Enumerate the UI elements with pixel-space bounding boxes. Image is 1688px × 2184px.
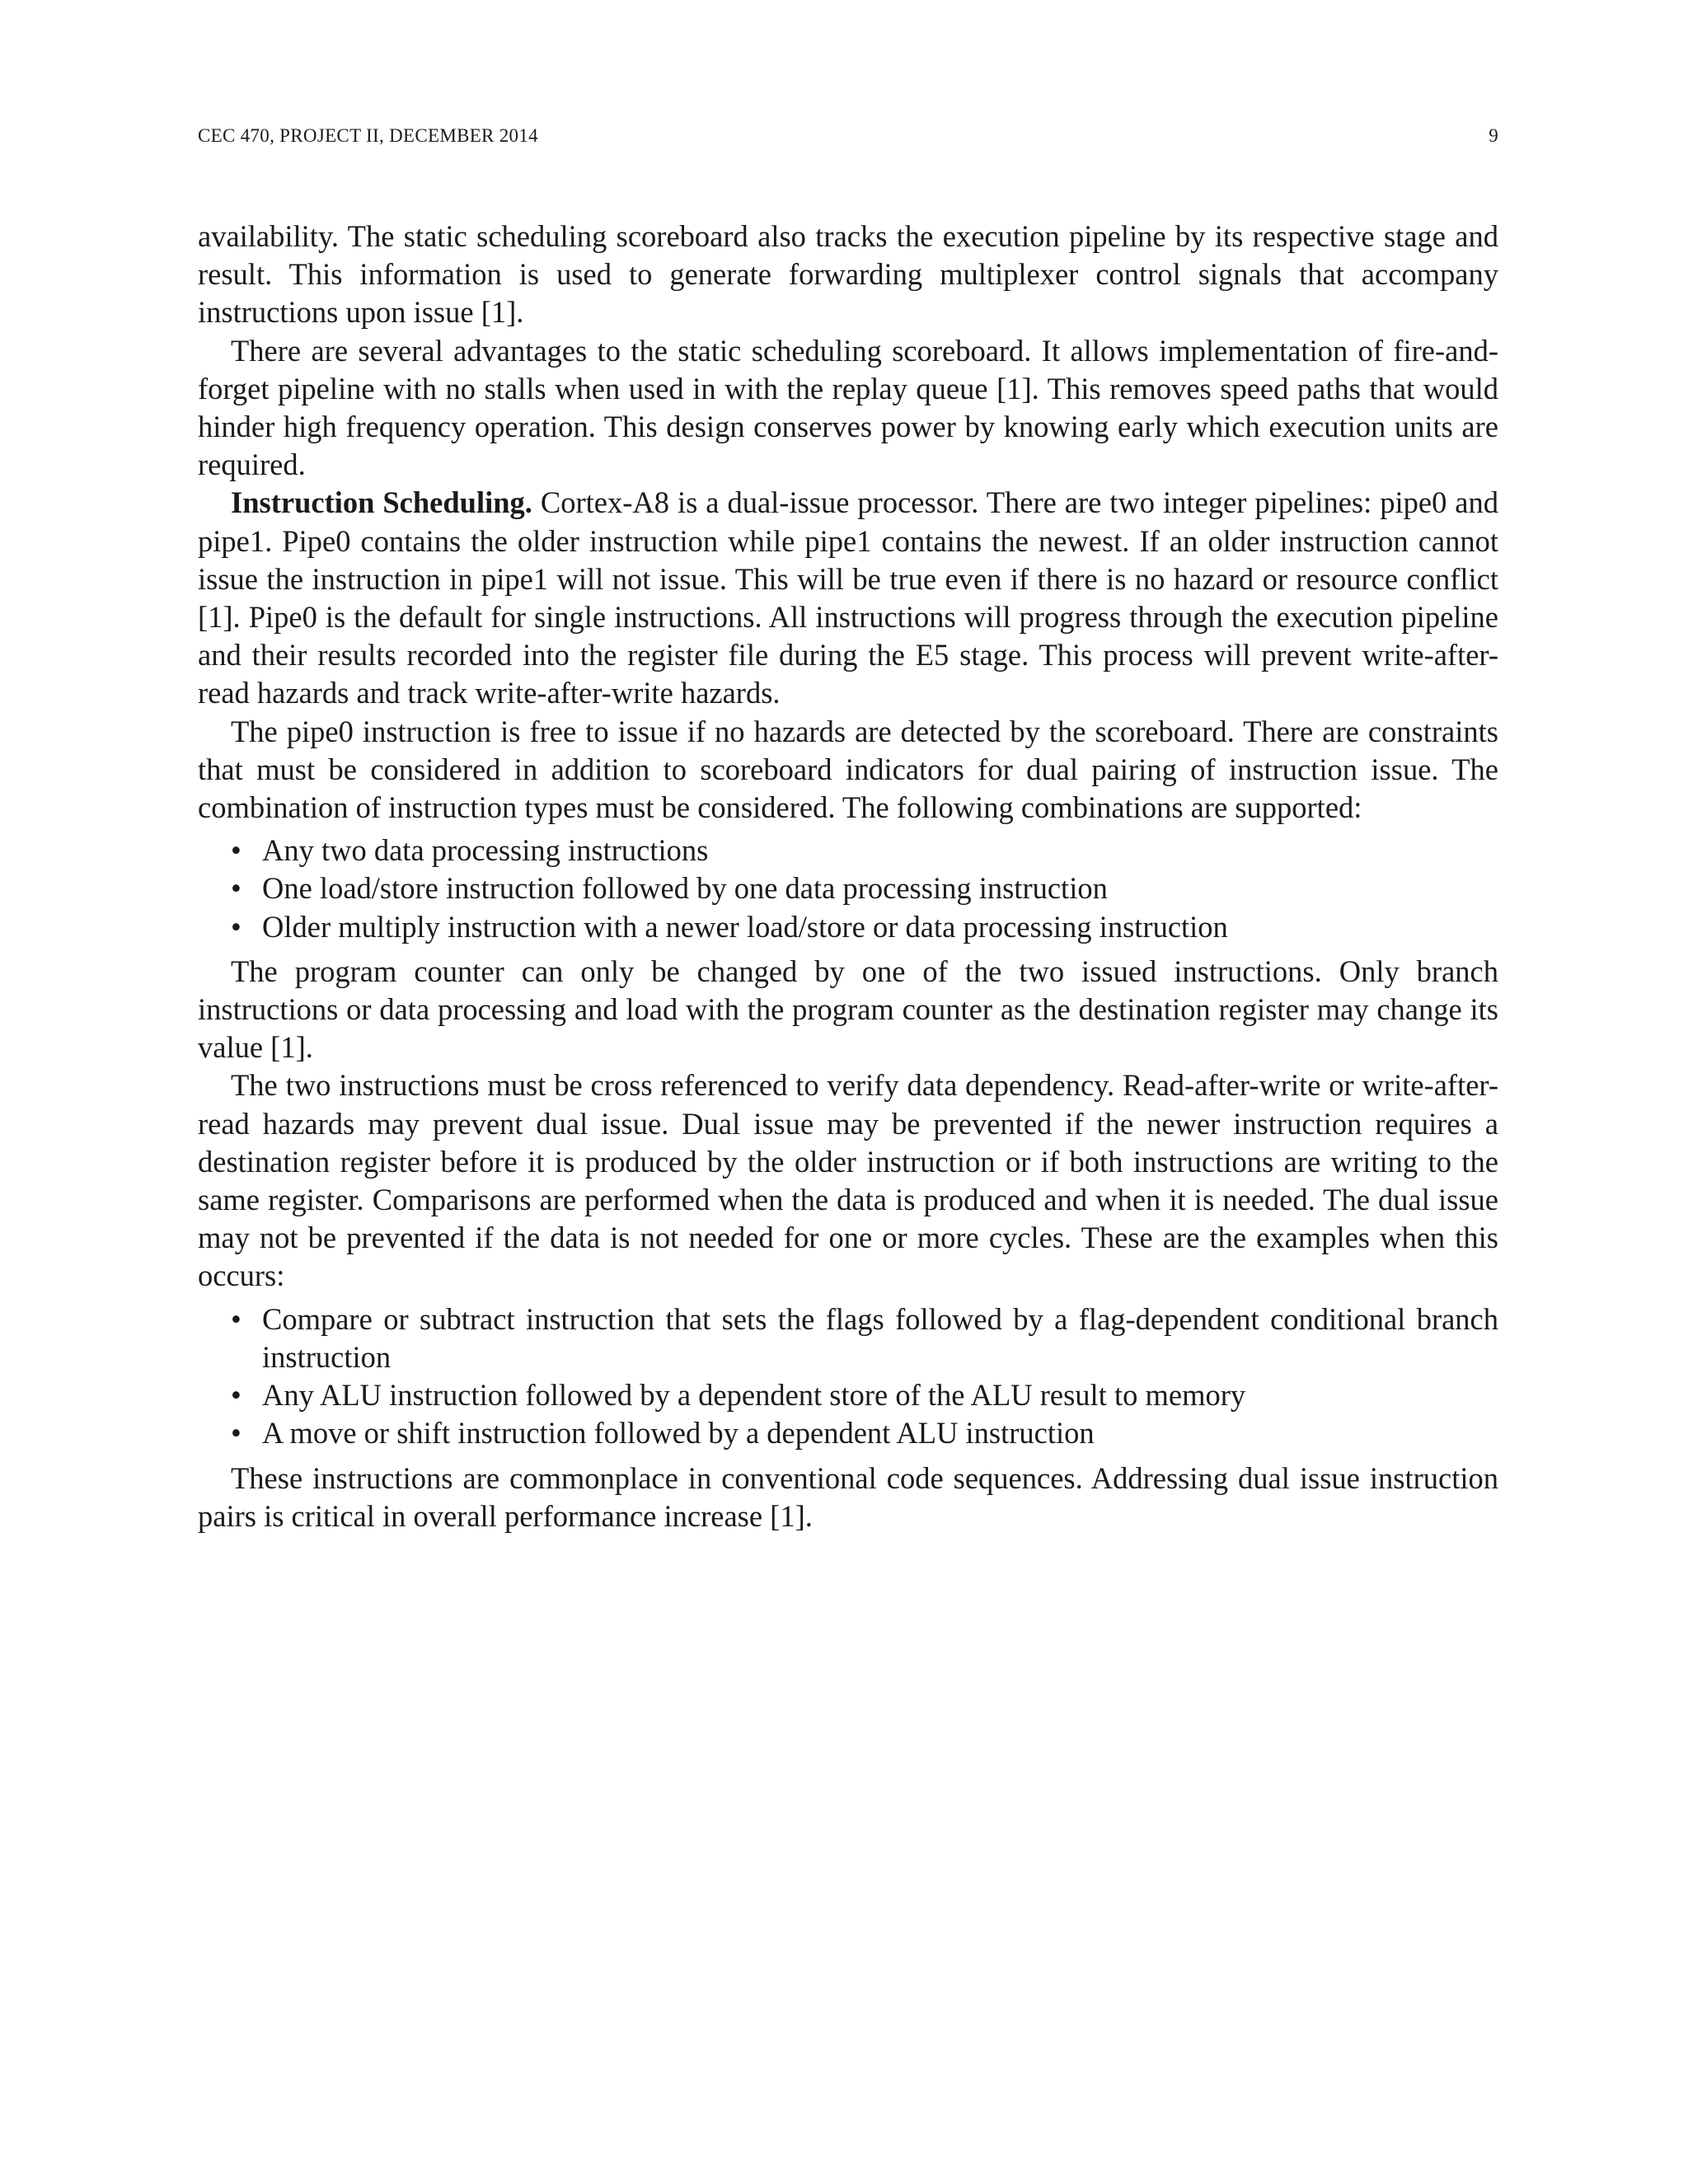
bullet-icon: • <box>231 1301 241 1336</box>
paragraph-7: These instructions are commonplace in conventional code sequences. Addressing dual issue instruction pairs is critical in overall performance increase [1]. <box>198 1460 1498 1533</box>
paragraph-1: availability. The static scheduling scoreboard also tracks the execution pipeline by its respective stage and result. This information is used to generate forwarding multiplexer control signals that accompany instructions upon issue [1]. <box>198 219 1498 330</box>
list-item: • Any two data processing instructions <box>262 832 1498 869</box>
bullet-icon: • <box>231 1378 241 1413</box>
paragraph-4: The pipe0 instruction is free to issue if no hazards are detected by the scoreboard. There are constraints that must be considered in addition to scoreboard indicators for dual pairing of instruction issue. The combination of instruction types must be considered. The following combinations are supported: <box>198 714 1498 825</box>
bullet-icon: • <box>231 909 241 944</box>
list-item: • A move or shift instruction followed by a dependent ALU instruction <box>262 1414 1498 1452</box>
paragraph-2: There are several advantages to the static scheduling scoreboard. It allows implementation of fire-and-forget pipeline with no stalls when used in with the replay queue [1]. This removes speed paths that would hinder high frequency operation. This design conserves power by knowing early which execution units are required. <box>198 333 1498 482</box>
paragraph-3-text: Cortex-A8 is a dual-issue processor. There are two integer pipelines: pipe0 and pipe1. Pipe0 contains the older instruction while pipe1 contains the newest. If an older instruction cannot issue the instruction in pipe1 will not issue. This will be true even if there is no hazard or resource conflict [1]. Pipe0 is the default for single instructions. All instructions will progress through the execution pipeline and their results recorded into the register file during the E5 stage. This process will prevent write-after-read hazards and track write-after-write hazards. <box>198 485 1498 710</box>
page-number: 9 <box>1489 125 1498 146</box>
body-text <box>198 218 1498 1535</box>
combinations-list <box>198 832 1498 946</box>
paragraph-5: The program counter can only be changed by one of the two issued instructions. Only branch instructions or data processing and load with the program counter as the destination register may change its value [1]. <box>198 954 1498 1065</box>
list-item: • One load/store instruction followed by one data processing instruction <box>262 869 1498 907</box>
bullet-icon: • <box>231 871 241 906</box>
paragraph-3 <box>198 484 1498 712</box>
paragraph-6: The two instructions must be cross referenced to verify data dependency. Read-after-write or write-after-read hazards may prevent dual issue. Dual issue may be prevented if the newer instruction requires a destination register before it is produced by the older instruction or if both instructions are writing to the same register. Comparisons are performed when the data is produced and when it is needed. The dual issue may not be prevented if the data is not needed for one or more cycles. These are the examples when this occurs: <box>198 1068 1498 1293</box>
running-header <box>198 124 1498 148</box>
list-item: • Any ALU instruction followed by a dependent store of the ALU result to memory <box>262 1376 1498 1414</box>
examples-list <box>198 1301 1498 1453</box>
bullet-icon: • <box>231 833 241 868</box>
bullet-icon: • <box>231 1416 241 1451</box>
page <box>198 124 1498 1535</box>
section-lead-heading: Instruction Scheduling. <box>231 485 532 520</box>
list-item: • Compare or subtract instruction that sets the flags followed by a flag-dependent conditional branch instruction <box>231 1301 1498 1374</box>
list-item: • Older multiply instruction with a newer load/store or data processing instruction <box>262 908 1498 946</box>
header-title: CEC 470, PROJECT II, DECEMBER 2014 <box>198 125 538 146</box>
